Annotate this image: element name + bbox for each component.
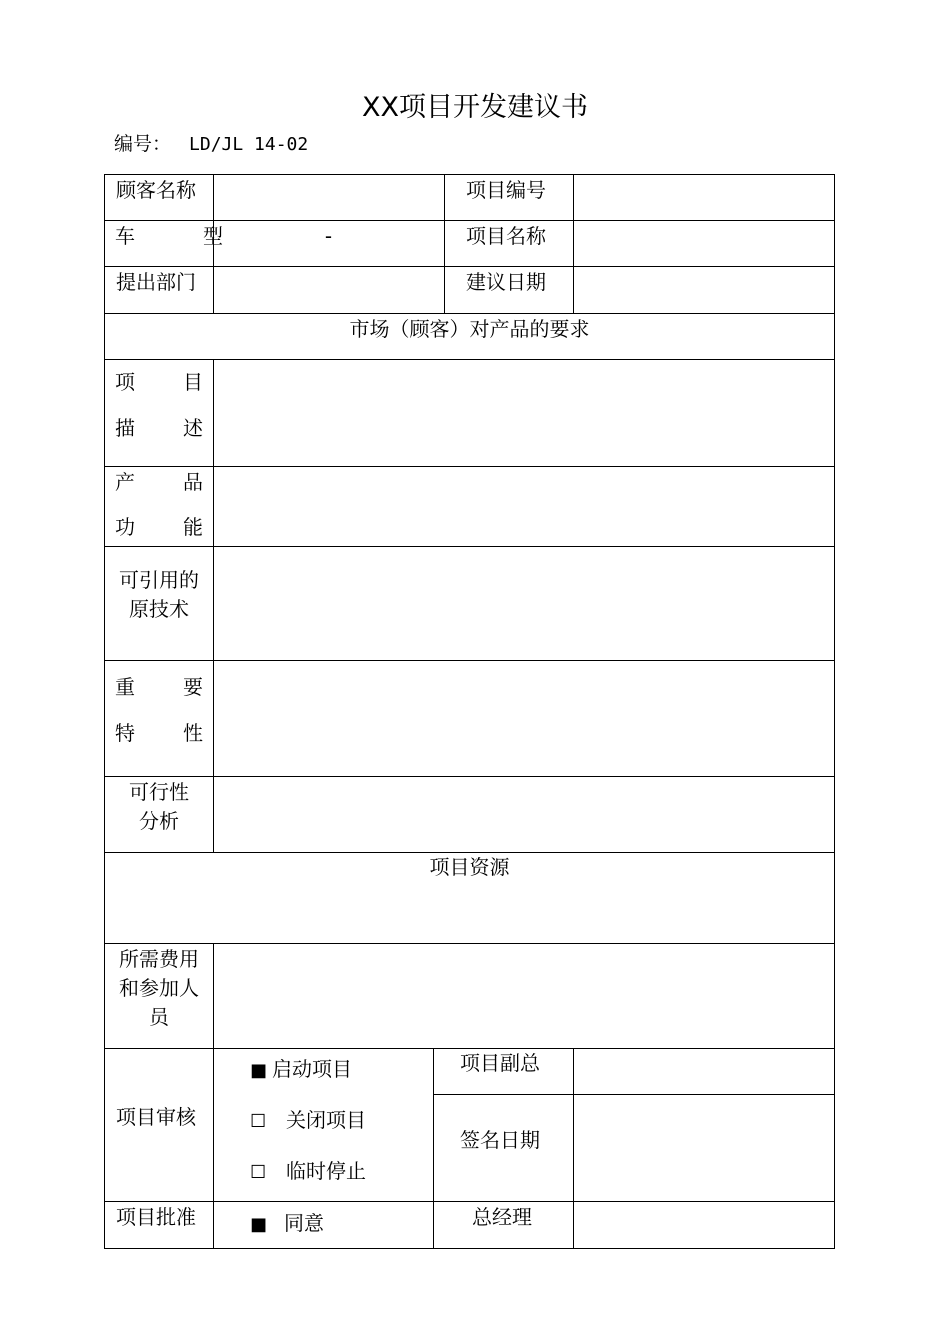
section-resources-heading: 项目资源 xyxy=(429,855,510,879)
department-label: 提出部门 xyxy=(116,270,196,294)
document-number xyxy=(114,130,308,159)
vehicle-type-label: 车 型 xyxy=(115,224,223,248)
review-option-close[interactable]: ☐ 关闭项目 xyxy=(250,1106,366,1136)
section-market-heading: 市场（顾客）对产品的要求 xyxy=(349,317,590,341)
project-description-field[interactable] xyxy=(214,361,833,464)
department-field[interactable] xyxy=(214,268,443,310)
suggestion-date-field[interactable] xyxy=(574,268,833,310)
suggestion-date-label: 建议日期 xyxy=(466,270,546,294)
customer-name-field[interactable] xyxy=(214,176,443,218)
col-divider xyxy=(433,1048,434,1249)
vehicle-type-field[interactable]: - xyxy=(324,224,333,248)
project-name-field[interactable] xyxy=(574,222,833,264)
page-title: XX项目开发建议书 xyxy=(362,92,588,123)
feasibility-analysis-field[interactable] xyxy=(214,778,833,850)
key-characteristics-label: 重 要 特 性 xyxy=(115,675,203,745)
col-divider xyxy=(444,174,445,313)
approval-option-agree[interactable]: ■ 同意 xyxy=(250,1209,324,1239)
document-number-label: 编号： xyxy=(114,133,172,155)
project-description-label: 项 目 描 述 xyxy=(115,370,203,440)
customer-name-label: 顾客名称 xyxy=(116,178,196,202)
review-option-suspend[interactable]: ☐ 临时停止 xyxy=(250,1157,366,1187)
general-manager-label: 总经理 xyxy=(472,1205,532,1229)
unchecked-box-icon: ☐ xyxy=(250,1162,267,1183)
document-number-value: LD/JL 14-02 xyxy=(189,134,309,155)
cost-and-staff-field[interactable] xyxy=(214,945,833,1046)
checked-box-icon: ■ xyxy=(250,1060,268,1081)
vice-president-label: 项目副总 xyxy=(460,1051,540,1075)
product-function-label: 产 品 功 能 xyxy=(115,470,203,539)
vice-president-signature-field[interactable] xyxy=(574,1050,833,1092)
row-divider xyxy=(104,313,835,314)
reusable-technology-field[interactable] xyxy=(214,548,833,658)
sign-date-field[interactable] xyxy=(574,1096,833,1199)
feasibility-analysis-label: 可行性 分析 xyxy=(129,780,189,833)
project-review-label: 项目审核 xyxy=(116,1105,196,1129)
key-characteristics-field[interactable] xyxy=(214,662,833,774)
checked-box-icon: ■ xyxy=(250,1214,268,1235)
project-name-label: 项目名称 xyxy=(466,224,546,248)
cost-and-staff-label: 所需费用 和参加人 员 xyxy=(119,947,199,1029)
project-number-label: 项目编号 xyxy=(466,178,546,202)
project-approval-label: 项目批准 xyxy=(116,1205,196,1229)
product-function-field[interactable] xyxy=(214,468,833,544)
sign-date-label: 签名日期 xyxy=(460,1128,540,1152)
reusable-technology-label: 可引用的 原技术 xyxy=(119,568,199,621)
review-option-start[interactable]: ■ 启动项目 xyxy=(250,1055,352,1085)
general-manager-signature-field[interactable] xyxy=(574,1203,833,1247)
row-divider xyxy=(433,1094,835,1095)
project-number-field[interactable] xyxy=(574,176,833,218)
unchecked-box-icon: ☐ xyxy=(250,1111,267,1132)
